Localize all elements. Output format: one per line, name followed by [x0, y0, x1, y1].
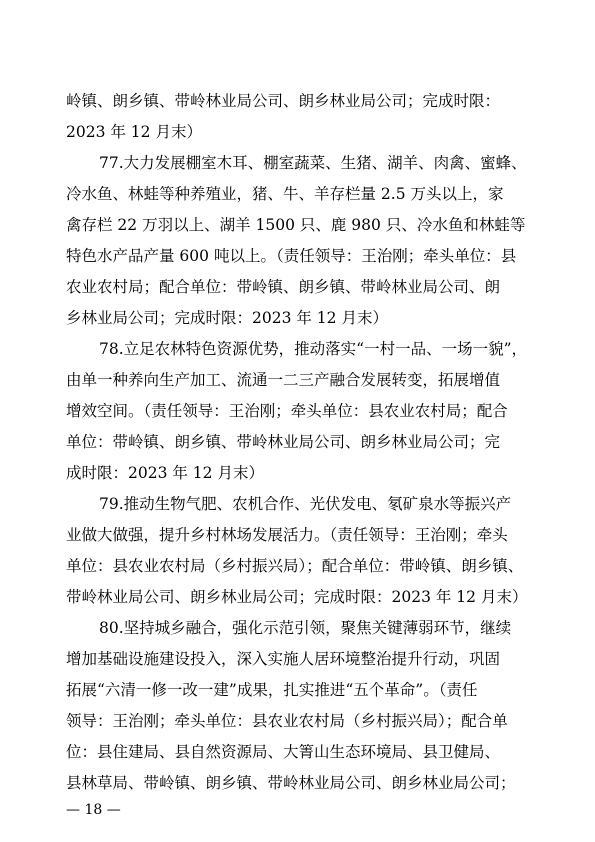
text-line: 单位：县农业农村局（乡村振兴局）；配合单位：带岭镇、朗乡镇、	[66, 557, 524, 575]
text-line: 带岭林业局公司、朗乡林业局公司；完成时限：2023 年 12 月末）	[66, 588, 528, 606]
text-line: 县林草局、带岭镇、朗乡镇、带岭林业局公司、朗乡林业局公司；	[66, 774, 516, 792]
text-line: 成时限：2023 年 12 月末）	[66, 464, 264, 482]
text-line: 岭镇、朗乡镇、带岭林业局公司、朗乡林业局公司；完成时限：	[66, 92, 501, 110]
text-line: 禽存栏 22 万羽以上、湖羊 1500 只、鹿 980 只、冷水鱼和林蛙等	[66, 216, 526, 234]
text-line: 位：县住建局、县自然资源局、大箐山生态环境局、县卫健局、	[66, 743, 501, 761]
text-line: 领导：王治刚；牵头单位：县农业农村局（乡村振兴局）；配合单	[66, 712, 508, 730]
text-line: 2023 年 12 月末）	[66, 123, 202, 141]
text-line: 增效空间。（责任领导：王治刚；牵头单位：县农业农村局；配合	[66, 402, 508, 420]
paragraph-80-start: 80.坚持城乡融合，强化示范引领，聚焦关键薄弱环节，继续	[99, 619, 512, 637]
paragraph-77-start: 77.大力发展棚室木耳、棚室蔬菜、生猪、湖羊、肉禽、蜜蜂、	[99, 154, 527, 172]
text-line: 单位：带岭镇、朗乡镇、带岭林业局公司、朗乡林业局公司；完	[66, 433, 501, 451]
page-number: — 18 —	[66, 802, 121, 818]
text-line: 业做大做强，提升乡村林场发展活力。（责任领导：王治刚；牵头	[66, 526, 508, 544]
text-line: 冷水鱼、林蛙等种养殖业，猪、牛、羊存栏量 2.5 万头以上，家	[66, 185, 504, 203]
text-line: 增加基础设施建设投入，深入实施人居环境整治提升行动，巩固	[66, 650, 501, 668]
paragraph-78-start: 78.立足农林特色资源优势，推动落实“一村一品、一场一貌”，	[99, 340, 528, 358]
text-line: 乡林业局公司；完成时限：2023 年 12 月末）	[66, 309, 388, 327]
text-line: 特色水产品产量 600 吨以上。（责任领导：王治刚；牵头单位：县	[66, 247, 517, 265]
paragraph-79-start: 79.推动生物气肥、农机合作、光伏发电、氡矿泉水等振兴产	[99, 495, 512, 513]
text-line: 由单一种养向生产加工、流通一二三产融合发展转变，拓展增值	[66, 371, 501, 389]
text-line: 拓展“六清一修一改一建”成果，扎实推进“五个革命”。（责任	[66, 681, 478, 699]
text-line: 农业农村局；配合单位：带岭镇、朗乡镇、带岭林业局公司、朗	[66, 278, 501, 296]
